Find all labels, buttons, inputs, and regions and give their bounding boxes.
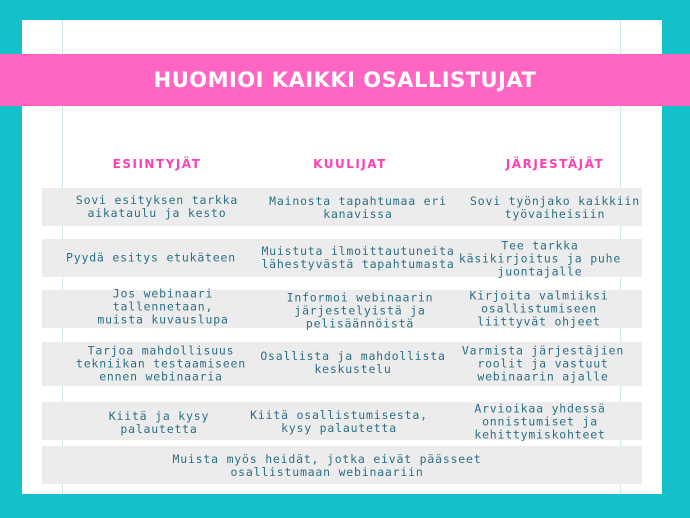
table-cell: Sovi esityksen tarkka aikataulu ja kesto bbox=[75, 193, 239, 220]
table-cell: Varmista järjestäjien roolit ja vastuut webinaarin ajalle bbox=[461, 343, 625, 384]
column-header-kuulijat: KUULIJAT bbox=[313, 157, 387, 171]
table-cell: Muistuta ilmoittautuneita lähestyvästä tapahtumasta bbox=[261, 244, 455, 271]
table-cell: Informoi webinaarin järjestelyistä ja pelisäännöistä bbox=[286, 290, 434, 331]
title-banner bbox=[0, 54, 690, 106]
table-cell: Jos webinaari tallennetaan, muista kuvauslupa bbox=[97, 286, 229, 327]
footer-note: Muista myös heidät, jotka eivät päässeet osallistumaan webinaariin bbox=[172, 452, 482, 479]
table-cell: Kirjoita valmiiksi osallistumiseen liittyvät ohjeet bbox=[469, 288, 609, 329]
table-cell: Tarjoa mahdollisuus tekniikan testaamiseen ennen webinaaria bbox=[76, 343, 246, 384]
table-cell: Arvioikaa yhdessä onnistumiset ja kehittymiskohteet bbox=[474, 401, 606, 442]
table-cell: Sovi työnjako kaikkiin työvaiheisiin bbox=[470, 194, 640, 221]
table-cell: Tee tarkka käsikirjoitus ja puhe juontajalle bbox=[458, 238, 622, 279]
table-cell: Kiitä ja kysy palautetta bbox=[108, 409, 210, 436]
page-title: HUOMIOI KAIKKI OSALLISTUJAT bbox=[153, 68, 537, 92]
table-cell: Mainosta tapahtumaa eri kanavissa bbox=[269, 194, 447, 221]
table-cell: Osallista ja mahdollista keskustelu bbox=[260, 349, 446, 376]
column-header-esiintyjat: ESIINTYJÄT bbox=[112, 157, 202, 171]
column-header-jarjestajat: JÄRJESTÄJÄT bbox=[505, 157, 605, 171]
table-cell: Kiitä osallistumisesta, kysy palautetta bbox=[250, 408, 428, 435]
table-cell: Pyydä esitys etukäteen bbox=[66, 250, 236, 265]
